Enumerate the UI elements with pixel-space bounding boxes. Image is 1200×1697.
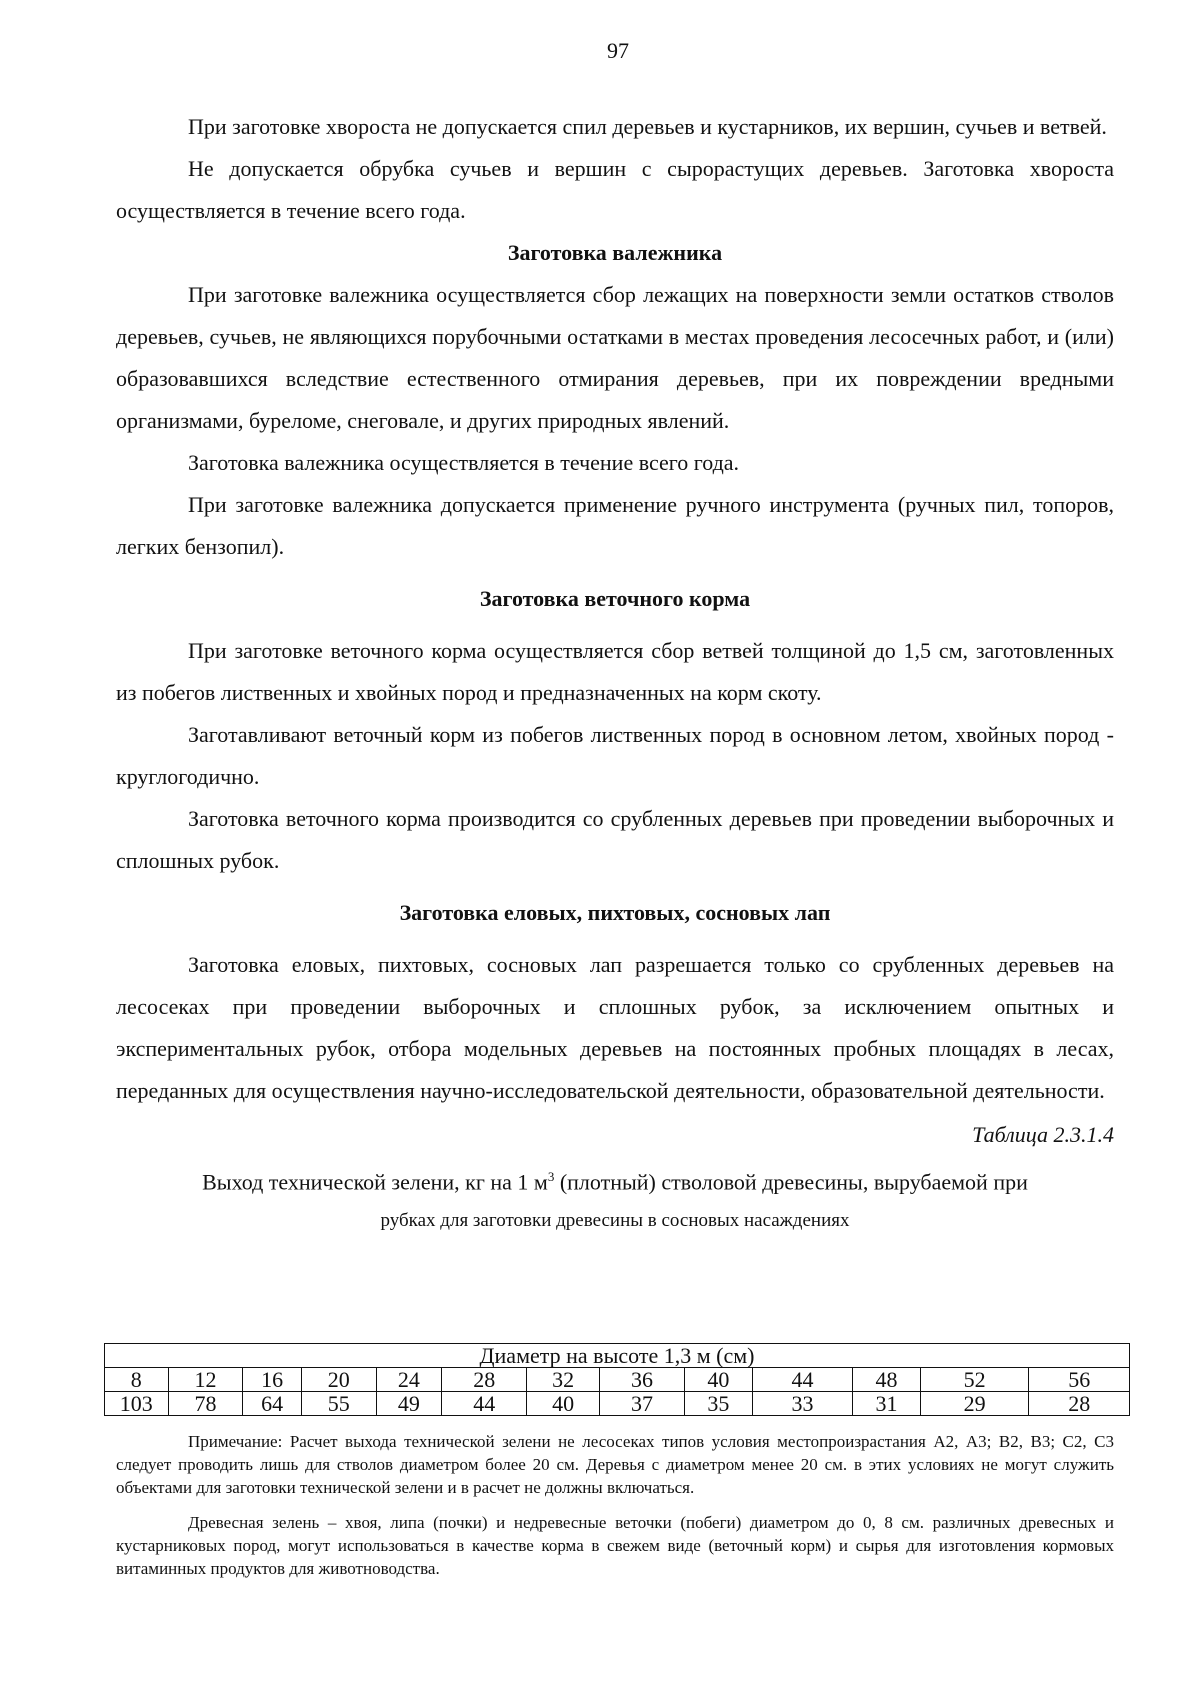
value-cell: 103	[105, 1392, 169, 1416]
value-cell: 35	[685, 1392, 753, 1416]
value-cell: 49	[376, 1392, 442, 1416]
paragraph: Заготовка веточного корма производится со срубленных деревьев при проведении выборочных и сплошных рубок.	[116, 806, 1114, 873]
paragraph: При заготовке валежника осуществляется сбор лежащих на поверхности земли остатков стволов деревьев, сучьев, не являющихся порубочными остатками в местах проведения лесосечных работ, и (или) образовавшихся вследствие естественного отмирания деревьев, при их повреждении вредными организмами, буреломе, снеговале, и других природных явлений.	[116, 282, 1114, 433]
note-paragraph: Древесная зелень – хвоя, липа (почки) и недревесные веточки (побеги) диаметром до 0, 8 см. различных древесных и кустарниковых пород, могут использоваться в качестве корма в свежем виде (веточный корм) и сырья для изготовления кормовых витаминных продуктов для животноводства.	[116, 1513, 1114, 1578]
paragraph: При заготовке валежника допускается применение ручного инструмента (ручных пил, топоров, легких бензопил).	[116, 492, 1114, 559]
page-number: 97	[607, 38, 629, 63]
diameter-cell: 32	[527, 1368, 600, 1392]
note-paragraph: Примечание: Расчет выхода технической зелени не лесосеках типов условия местопроизрастания А2, А3; В2, В3; С2, С3 следует проводить лишь для стволов диаметром более 20 см. Деревья с диаметром менее 20 см. в этих условиях не могут служить объектами для заготовки технической зелени и в расчет не должны включаться.	[116, 1432, 1114, 1497]
table-caption-line2: рубках для заготовки древесины в сосновых насаждениях	[380, 1210, 850, 1232]
paragraph: При заготовке хвороста не допускается спил деревьев и кустарников, их вершин, сучьев и ветвей.	[188, 114, 1107, 139]
paragraph: Заготовка еловых, пихтовых, сосновых лап разрешается только со срубленных деревьев на лесосеках при проведении выборочных и сплошных рубок, за исключением опытных и экспериментальных рубок, отбора модельных деревьев на постоянных пробных площадях в лесах, переданных для осуществления научно-исследовательской деятельности, образовательной деятельности.	[116, 952, 1114, 1103]
diameter-cell: 56	[1029, 1368, 1130, 1392]
paragraph: Не допускается обрубка сучьев и вершин с сырорастущих деревьев. Заготовка хвороста осуществляется в течение всего года.	[116, 156, 1114, 223]
value-cell: 64	[243, 1392, 301, 1416]
paragraph: При заготовке веточного корма осуществляется сбор ветвей толщиной до 1,5 см, заготовленных из побегов лиственных и хвойных пород и предназначенных на корм скоту.	[116, 638, 1114, 705]
table-row-values	[105, 1392, 1130, 1416]
table-row-diameters	[105, 1368, 1130, 1392]
diameter-cell: 12	[168, 1368, 243, 1392]
value-cell: 33	[752, 1392, 852, 1416]
table-label: Таблица 2.3.1.4	[972, 1122, 1114, 1147]
table-caption-part2: (плотный) стволовой древесины, вырубаемой при	[554, 1169, 1028, 1195]
document-body	[116, 106, 1114, 1239]
diameter-cell: 28	[442, 1368, 527, 1392]
paragraph: Заготовка валежника осуществляется в течение всего года.	[188, 450, 740, 475]
diameter-cell: 20	[301, 1368, 376, 1392]
section-heading: Заготовка валежника	[507, 240, 723, 265]
section-heading: Заготовка веточного корма	[479, 586, 751, 611]
diameter-cell: 16	[243, 1368, 301, 1392]
table-header-cell: Диаметр на высоте 1,3 м (см)	[105, 1344, 1130, 1368]
table-header-row	[105, 1344, 1130, 1368]
diameter-cell: 40	[685, 1368, 753, 1392]
value-cell: 78	[168, 1392, 243, 1416]
paragraph: Заготавливают веточный корм из побегов лиственных пород в основном летом, хвойных пород - круглогодично.	[116, 722, 1114, 789]
diameter-cell: 44	[752, 1368, 852, 1392]
value-cell: 55	[301, 1392, 376, 1416]
value-cell: 29	[920, 1392, 1029, 1416]
table-caption-superscript: 3	[547, 1169, 555, 1184]
value-cell: 44	[442, 1392, 527, 1416]
table-notes	[116, 1430, 1114, 1580]
diameter-cell: 52	[920, 1368, 1029, 1392]
value-cell: 37	[600, 1392, 685, 1416]
diameter-cell: 36	[600, 1368, 685, 1392]
table-caption	[116, 1156, 1114, 1203]
section-heading: Заготовка еловых, пихтовых, сосновых лап	[399, 900, 831, 925]
value-cell: 40	[527, 1392, 600, 1416]
diameter-cell: 24	[376, 1368, 442, 1392]
table-caption-part1: Выход технической зелени, кг на 1 м	[202, 1169, 548, 1195]
diameter-cell: 48	[853, 1368, 921, 1392]
diameter-cell: 8	[105, 1368, 169, 1392]
value-cell: 31	[853, 1392, 921, 1416]
value-cell: 28	[1029, 1392, 1130, 1416]
green-yield-table	[104, 1343, 1130, 1416]
